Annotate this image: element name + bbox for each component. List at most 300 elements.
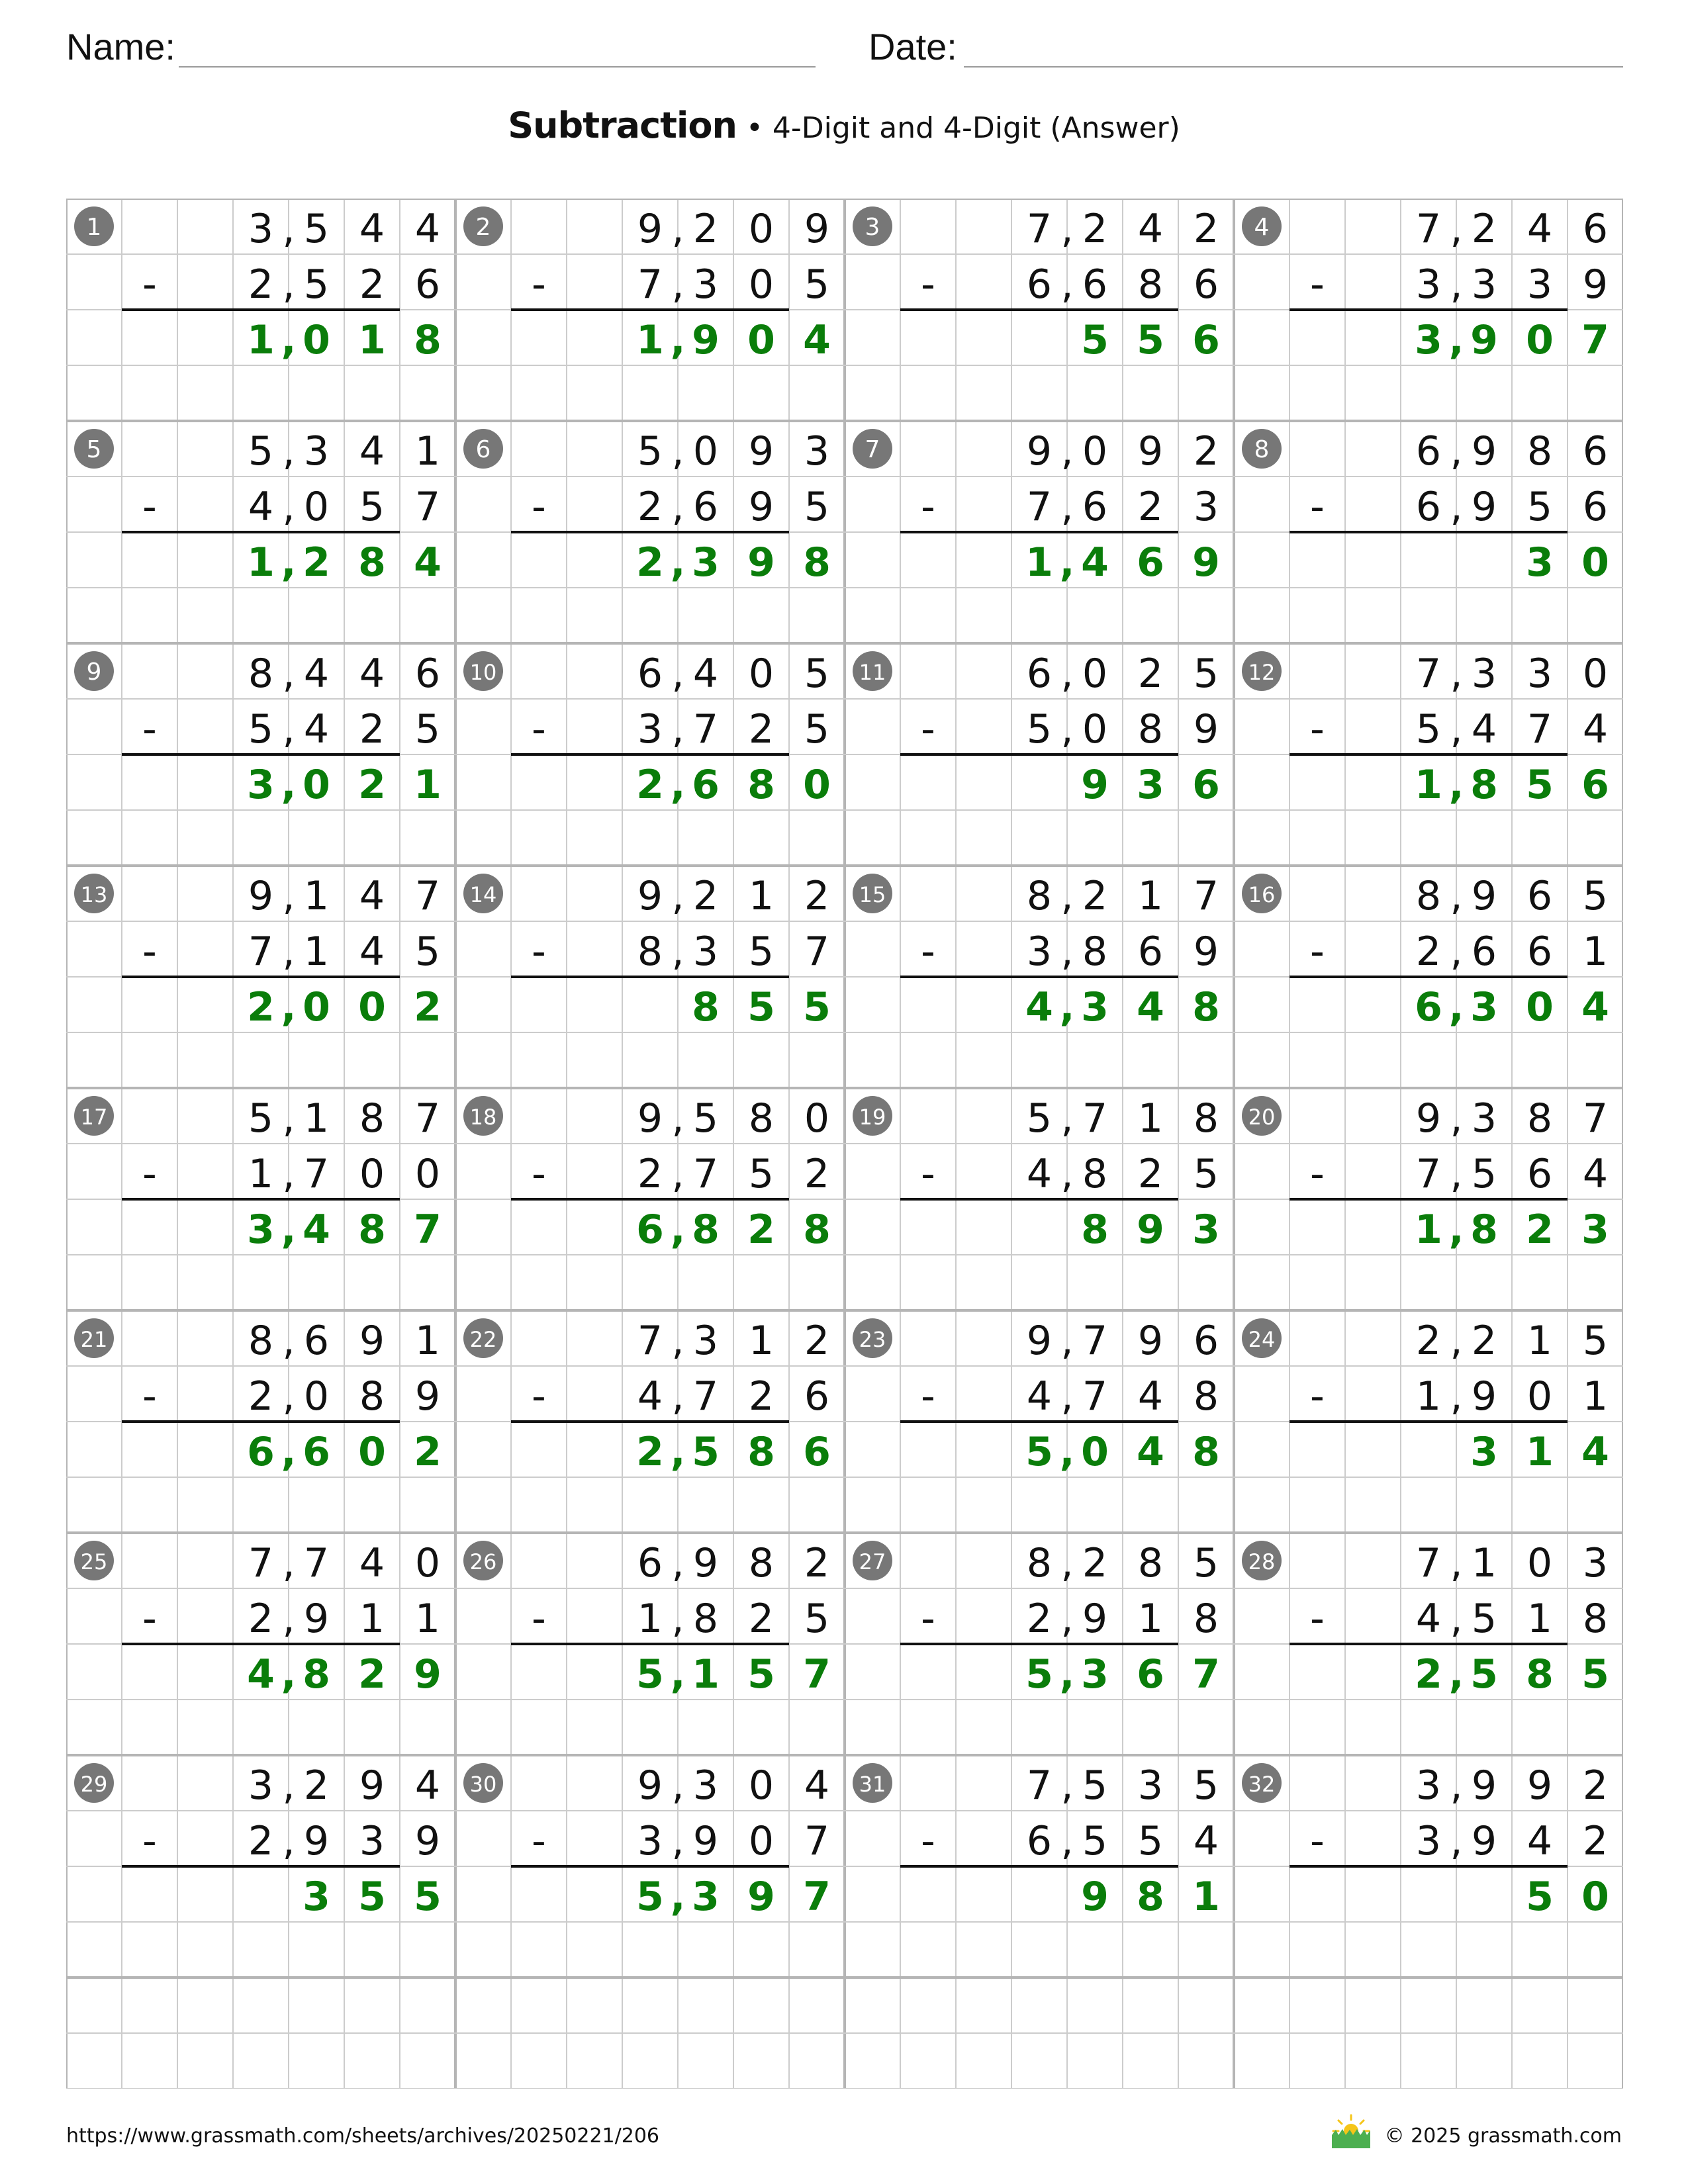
digit: 2 — [1026, 1596, 1053, 1642]
digit: 9 — [1082, 1596, 1108, 1642]
thousands-separator: , — [1450, 1151, 1463, 1197]
minus-sign: - — [1310, 1373, 1325, 1420]
thousands-separator: , — [671, 1762, 684, 1809]
problem-12 — [1242, 651, 1609, 808]
minus-sign: - — [921, 484, 935, 530]
problem-number: 14 — [469, 882, 497, 907]
digit: 4 — [414, 539, 442, 586]
minus-sign: - — [142, 1151, 157, 1197]
thousands-separator: , — [281, 984, 297, 1030]
digit: 0 — [748, 206, 774, 252]
answer — [303, 1874, 442, 1920]
digit: 9 — [1081, 762, 1109, 808]
digit: 8 — [359, 1373, 385, 1420]
digit: 7 — [414, 1095, 441, 1142]
digit: 5 — [359, 484, 385, 530]
digit: 9 — [414, 1373, 441, 1420]
digit: 5 — [1471, 1596, 1497, 1642]
digit: 6 — [1026, 1818, 1053, 1864]
minus-sign: - — [1310, 1151, 1325, 1197]
digit: 2 — [692, 873, 719, 919]
digit: 2 — [748, 1373, 774, 1420]
digit: 6 — [803, 1429, 831, 1475]
minus-sign: - — [532, 706, 546, 752]
digit: 8 — [637, 929, 663, 975]
digit: 9 — [359, 1762, 385, 1809]
digit: 5 — [1082, 1818, 1108, 1864]
digit: 8 — [358, 1206, 386, 1253]
digit: 9 — [303, 1818, 330, 1864]
minus-sign: - — [142, 484, 157, 530]
thousands-separator: , — [282, 1596, 295, 1642]
digit: 3 — [1526, 539, 1554, 586]
digit: 6 — [637, 1540, 663, 1586]
digit: 5 — [804, 651, 830, 697]
digit: 1 — [247, 317, 275, 363]
name-label: Name: — [66, 26, 175, 68]
digit: 9 — [1471, 428, 1497, 475]
digit: 7 — [637, 261, 663, 308]
thousands-separator: , — [671, 484, 684, 530]
digit: 8 — [748, 1540, 774, 1586]
answer — [1081, 762, 1220, 808]
minus-sign: - — [142, 1596, 157, 1642]
minus-sign: - — [142, 1818, 157, 1864]
problem-3 — [853, 206, 1220, 363]
digit: 2 — [1137, 484, 1164, 530]
digit: 1 — [247, 539, 275, 586]
digit: 3 — [248, 206, 274, 252]
digit: 1 — [1582, 929, 1609, 975]
digit: 3 — [1470, 1429, 1498, 1475]
digit: 5 — [358, 1874, 386, 1920]
minus-sign: - — [921, 1596, 935, 1642]
digit: 2 — [1082, 1540, 1108, 1586]
digit: 5 — [636, 1651, 664, 1698]
digit: 5 — [803, 984, 831, 1030]
minus-sign: - — [532, 1818, 546, 1864]
digit: 3 — [1192, 1206, 1220, 1253]
minus-sign: - — [142, 929, 157, 975]
digit: 4 — [1026, 1373, 1053, 1420]
digit: 8 — [1193, 1373, 1219, 1420]
digit: 5 — [1082, 1762, 1108, 1809]
digit: 2 — [248, 261, 274, 308]
digit: 4 — [359, 428, 385, 475]
digit: 4 — [1025, 984, 1053, 1030]
digit: 8 — [1137, 1540, 1164, 1586]
digit: 6 — [1582, 428, 1609, 475]
digit: 8 — [414, 317, 442, 363]
digit: 0 — [1526, 317, 1554, 363]
thousands-separator: , — [1059, 539, 1075, 586]
thousands-separator: , — [281, 1651, 297, 1698]
thousands-separator: , — [281, 317, 297, 363]
digit: 1 — [414, 428, 441, 475]
problem-22 — [463, 1318, 831, 1475]
digit: 4 — [414, 1762, 441, 1809]
title-main: Subtraction — [508, 105, 737, 146]
minus-sign: - — [921, 706, 935, 752]
answer — [1081, 1874, 1220, 1920]
digit: 4 — [1081, 539, 1109, 586]
digit: 2 — [358, 762, 386, 808]
digit: 4 — [1526, 1818, 1553, 1864]
digit: 5 — [804, 261, 830, 308]
thousands-separator: , — [282, 1762, 295, 1809]
digit: 5 — [1470, 1651, 1498, 1698]
digit: 1 — [359, 1596, 385, 1642]
problem-number: 24 — [1248, 1327, 1276, 1352]
thousands-separator: , — [671, 1540, 684, 1586]
digit: 4 — [1137, 984, 1164, 1030]
date-label: Date: — [868, 26, 957, 68]
digit: 2 — [636, 762, 664, 808]
digit: 3 — [1137, 762, 1164, 808]
digit: 8 — [747, 1429, 775, 1475]
digit: 9 — [1415, 1095, 1442, 1142]
thousands-separator: , — [1060, 206, 1074, 252]
digit: 9 — [1582, 261, 1609, 308]
digit: 4 — [1026, 1151, 1053, 1197]
digit: 8 — [1137, 706, 1164, 752]
digit: 8 — [1526, 428, 1553, 475]
minus-sign: - — [142, 261, 157, 308]
thousands-separator: , — [1059, 1429, 1075, 1475]
digit: 9 — [1193, 706, 1219, 752]
digit: 8 — [692, 1206, 720, 1253]
problem-20 — [1242, 1095, 1609, 1253]
digit: 9 — [1026, 428, 1053, 475]
minus-sign: - — [1310, 1596, 1325, 1642]
digit: 6 — [637, 651, 663, 697]
digit: 6 — [1526, 873, 1553, 919]
thousands-separator: , — [671, 651, 684, 697]
digit: 4 — [359, 873, 385, 919]
digit: 3 — [1415, 317, 1442, 363]
thousands-separator: , — [1060, 873, 1074, 919]
digit: 4 — [1582, 706, 1609, 752]
digit: 1 — [414, 762, 442, 808]
digit: 8 — [747, 762, 775, 808]
digit: 6 — [1582, 206, 1609, 252]
thousands-separator: , — [1450, 484, 1463, 530]
digit: 8 — [248, 651, 274, 697]
digit: 9 — [1137, 1206, 1164, 1253]
problem-31 — [853, 1762, 1220, 1920]
digit: 0 — [1526, 984, 1554, 1030]
digit: 9 — [1193, 929, 1219, 975]
digit: 0 — [303, 984, 330, 1030]
digit: 8 — [1081, 1206, 1109, 1253]
thousands-separator: , — [1448, 1651, 1464, 1698]
digit: 5 — [303, 206, 330, 252]
digit: 0 — [1582, 651, 1609, 697]
digit: 6 — [1026, 651, 1053, 697]
thousands-separator: , — [1450, 651, 1463, 697]
digit: 2 — [1082, 206, 1108, 252]
digit: 2 — [1415, 1651, 1442, 1698]
digit: 0 — [692, 428, 719, 475]
name-line[interactable] — [179, 66, 816, 68]
digit: 5 — [248, 428, 274, 475]
thousands-separator: , — [670, 317, 686, 363]
digit: 8 — [803, 539, 831, 586]
digit: 2 — [637, 1151, 663, 1197]
minus-sign: - — [532, 1151, 546, 1197]
thousands-separator: , — [1450, 206, 1463, 252]
digit: 5 — [636, 1874, 664, 1920]
digit: 2 — [1193, 428, 1219, 475]
digit: 8 — [1193, 1596, 1219, 1642]
digit: 7 — [804, 929, 830, 975]
digit: 8 — [1082, 1151, 1108, 1197]
problem-number: 21 — [80, 1327, 108, 1352]
digit: 9 — [692, 1540, 719, 1586]
thousands-separator: , — [670, 762, 686, 808]
digit: 2 — [1582, 1762, 1609, 1809]
digit: 4 — [359, 651, 385, 697]
digit: 2 — [1526, 1206, 1554, 1253]
digit: 2 — [247, 984, 275, 1030]
title-subtitle: • 4-Digit and 4-Digit (Answer) — [736, 111, 1180, 145]
digit: 9 — [414, 1651, 442, 1698]
digit: 1 — [692, 1651, 720, 1698]
thousands-separator: , — [671, 1151, 684, 1197]
digit: 1 — [303, 873, 330, 919]
thousands-separator: , — [281, 1429, 297, 1475]
problem-15 — [853, 873, 1220, 1030]
digit: 8 — [1026, 1540, 1053, 1586]
digit: 0 — [1082, 706, 1108, 752]
thousands-separator: , — [1059, 984, 1075, 1030]
thousands-separator: , — [1060, 1151, 1074, 1197]
thousands-separator: , — [671, 428, 684, 475]
problem-26 — [463, 1540, 831, 1698]
problem-number: 27 — [859, 1549, 886, 1574]
digit: 4 — [303, 706, 330, 752]
thousands-separator: , — [282, 651, 295, 697]
digit: 7 — [248, 929, 274, 975]
digit: 9 — [637, 1762, 663, 1809]
digit: 0 — [803, 762, 831, 808]
digit: 0 — [748, 651, 774, 697]
digit: 7 — [1192, 1651, 1220, 1698]
answer — [692, 984, 831, 1030]
digit: 6 — [1082, 484, 1108, 530]
digit: 9 — [1471, 1762, 1497, 1809]
thousands-separator: , — [671, 1318, 684, 1364]
digit: 9 — [1192, 539, 1220, 586]
digit: 0 — [1581, 539, 1609, 586]
thousands-separator: , — [1060, 428, 1074, 475]
digit: 9 — [804, 206, 830, 252]
digit: 6 — [1026, 261, 1053, 308]
digit: 2 — [414, 984, 442, 1030]
digit: 2 — [692, 206, 719, 252]
digit: 9 — [637, 206, 663, 252]
digit: 1 — [1415, 1373, 1442, 1420]
digit: 4 — [247, 1651, 275, 1698]
digit: 9 — [1137, 428, 1164, 475]
problem-number: 28 — [1248, 1549, 1276, 1574]
problem-25 — [74, 1540, 442, 1698]
problem-27 — [853, 1540, 1220, 1698]
digit: 6 — [1471, 929, 1497, 975]
digit: 2 — [636, 1429, 664, 1475]
digit: 2 — [248, 1596, 274, 1642]
problem-grid — [66, 199, 1623, 2089]
digit: 8 — [748, 1095, 774, 1142]
digit: 2 — [358, 1651, 386, 1698]
digit: 4 — [303, 651, 330, 697]
digit: 6 — [1581, 762, 1609, 808]
thousands-separator: , — [282, 261, 295, 308]
digit: 3 — [692, 929, 719, 975]
digit: 2 — [414, 1429, 442, 1475]
problem-number: 6 — [475, 436, 491, 463]
digit: 1 — [1137, 1596, 1164, 1642]
digit: 3 — [359, 1818, 385, 1864]
digit: 3 — [1193, 484, 1219, 530]
digit: 9 — [1026, 1318, 1053, 1364]
digit: 3 — [303, 428, 330, 475]
thousands-separator: , — [282, 1540, 295, 1586]
problem-16 — [1242, 873, 1609, 1030]
thousands-separator: , — [1450, 1373, 1463, 1420]
digit: 6 — [1137, 929, 1164, 975]
problem-number: 1 — [86, 214, 102, 241]
digit: 1 — [414, 1318, 441, 1364]
digit: 5 — [248, 1095, 274, 1142]
digit: 0 — [747, 317, 775, 363]
digit: 6 — [692, 484, 719, 530]
digit: 5 — [692, 1095, 719, 1142]
problem-5 — [74, 428, 442, 586]
digit: 8 — [248, 1318, 274, 1364]
problem-number: 12 — [1248, 660, 1276, 685]
digit: 5 — [1193, 1540, 1219, 1586]
digit: 1 — [303, 929, 330, 975]
thousands-separator: , — [1450, 873, 1463, 919]
thousands-separator: , — [1060, 1540, 1074, 1586]
problem-29 — [74, 1762, 442, 1920]
digit: 9 — [692, 317, 720, 363]
thousands-separator: , — [1450, 1540, 1463, 1586]
digit: 4 — [692, 651, 719, 697]
problem-number: 13 — [80, 882, 108, 907]
digit: 0 — [1082, 428, 1108, 475]
digit: 8 — [1526, 1651, 1554, 1698]
digit: 7 — [1082, 1318, 1108, 1364]
digit: 5 — [1582, 873, 1609, 919]
digit: 5 — [1081, 317, 1109, 363]
problem-number: 22 — [469, 1327, 497, 1352]
thousands-separator: , — [1448, 984, 1464, 1030]
thousands-separator: , — [1450, 1818, 1463, 1864]
digit: 5 — [248, 706, 274, 752]
thousands-separator: , — [1450, 428, 1463, 475]
digit: 5 — [1526, 1874, 1554, 1920]
problem-number: 7 — [865, 436, 880, 463]
digit: 3 — [1581, 1206, 1609, 1253]
digit: 3 — [1470, 984, 1498, 1030]
digit: 5 — [414, 929, 441, 975]
digit: 1 — [748, 873, 774, 919]
thousands-separator: , — [282, 1318, 295, 1364]
digit: 2 — [1137, 1151, 1164, 1197]
digit: 3 — [1415, 1818, 1442, 1864]
digit: 6 — [247, 1429, 275, 1475]
thousands-separator: , — [1060, 484, 1074, 530]
digit: 4 — [1581, 1429, 1609, 1475]
digit: 7 — [692, 706, 719, 752]
digit: 6 — [1192, 762, 1220, 808]
digit: 3 — [248, 1762, 274, 1809]
digit: 0 — [804, 1095, 830, 1142]
problem-number: 23 — [859, 1327, 886, 1352]
digit: 6 — [1137, 1651, 1164, 1698]
digit: 5 — [1415, 706, 1442, 752]
digit: 4 — [803, 317, 831, 363]
digit: 2 — [1415, 929, 1442, 975]
digit: 5 — [804, 1596, 830, 1642]
digit: 2 — [248, 1373, 274, 1420]
grid-lines — [66, 199, 1623, 2089]
digit: 0 — [748, 261, 774, 308]
digit: 2 — [1471, 1318, 1497, 1364]
digit: 5 — [748, 1151, 774, 1197]
problem-number: 25 — [80, 1549, 108, 1574]
digit: 2 — [1193, 206, 1219, 252]
digit: 4 — [1582, 1151, 1609, 1197]
problem-30 — [463, 1762, 831, 1920]
problem-23 — [853, 1318, 1220, 1475]
digit: 7 — [1415, 1540, 1442, 1586]
digit: 8 — [1526, 1095, 1553, 1142]
thousands-separator: , — [282, 428, 295, 475]
digit: 7 — [803, 1651, 831, 1698]
date-line[interactable] — [964, 66, 1623, 68]
thousands-separator: , — [671, 1373, 684, 1420]
digit: 1 — [1415, 762, 1442, 808]
digit: 2 — [747, 1206, 775, 1253]
digit: 2 — [636, 539, 664, 586]
digit: 9 — [747, 539, 775, 586]
thousands-separator: , — [670, 1874, 686, 1920]
problem-7 — [853, 428, 1220, 586]
digit: 1 — [1526, 1429, 1554, 1475]
digit: 6 — [414, 651, 441, 697]
thousands-separator: , — [1060, 1095, 1074, 1142]
minus-sign: - — [1310, 484, 1325, 530]
digit: 5 — [1193, 1762, 1219, 1809]
digit: 2 — [637, 484, 663, 530]
digit: 0 — [303, 317, 330, 363]
digit: 7 — [303, 1540, 330, 1586]
problem-18 — [463, 1095, 831, 1253]
thousands-separator: , — [1448, 317, 1464, 363]
digit: 5 — [637, 428, 663, 475]
digit: 5 — [1026, 706, 1053, 752]
digit: 0 — [748, 1818, 774, 1864]
digit: 6 — [303, 1318, 330, 1364]
digit: 0 — [414, 1151, 441, 1197]
problem-number: 16 — [1248, 882, 1276, 907]
digit: 8 — [1470, 1206, 1498, 1253]
digit: 2 — [359, 261, 385, 308]
thousands-separator: , — [282, 484, 295, 530]
